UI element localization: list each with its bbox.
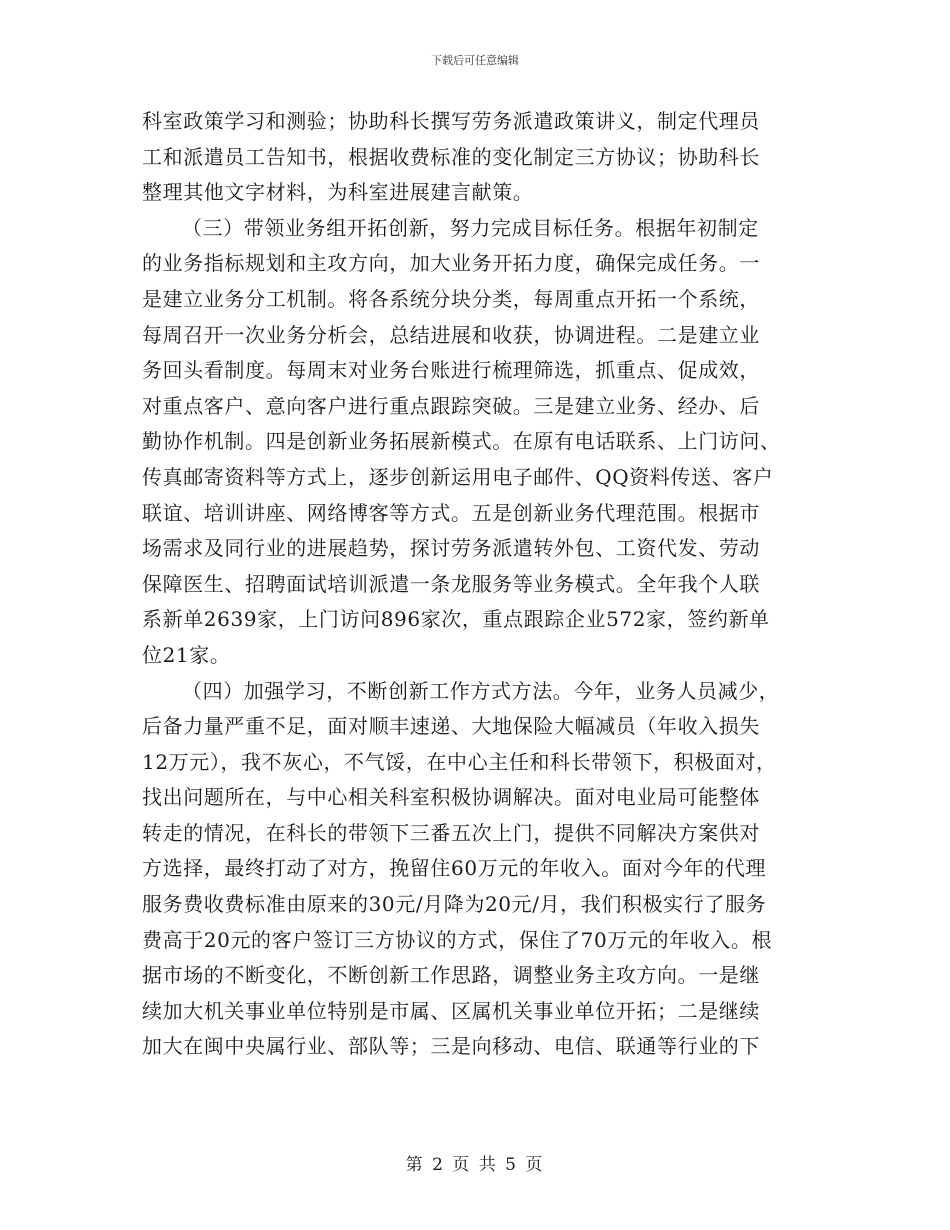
body-line: 工和派遣员工告知书，根据收费标准的变化制定三方协议；协助科长 xyxy=(142,144,760,169)
body-line: 科室政策学习和测验；协助科长撰写劳务派遣政策讲义，制定代理员 xyxy=(142,109,760,133)
body-line: 场需求及同行业的进展趋势，探讨劳务派遣转外包、工资代发、劳动 xyxy=(142,536,760,561)
body-line: 保障医生、招聘面试培训派遣一条龙服务等业务模式。全年我个人联 xyxy=(142,571,760,596)
body-line: 转走的情况，在科长的带领下三番五次上门，提供不同解决方案供对 xyxy=(142,820,760,845)
body-line: 对重点客户、意向客户进行重点跟踪突破。三是建立业务、经办、后 xyxy=(142,393,760,418)
body-line: 的业务指标规划和主攻方向，加大业务开拓力度，确保完成任务。一 xyxy=(142,251,760,276)
body-line: 方选择，最终打动了对方，挽留住60万元的年收入。面对今年的代理 xyxy=(142,856,767,881)
document-body xyxy=(142,104,810,1065)
body-line: 整理其他文字材料，为科室进展建言献策。 xyxy=(142,180,534,205)
body-line: 务回头看制度。每周末对业务台账进行梳理筛选，抓重点、促成效， xyxy=(142,358,760,383)
body-line: 服务费收费标准由原来的30元/月降为20元/月，我们积极实行了服务 xyxy=(142,892,767,917)
body-line: 费高于20元的客户签订三方协议的方式，保住了70万元的年收入。根 xyxy=(142,927,773,952)
body-line: 续加大机关事业单位特别是市属、区属机关事业单位开拓；二是继续 xyxy=(142,998,760,1023)
body-line: 位21家。 xyxy=(142,642,231,667)
body-line: 加大在闽中央属行业、部队等；三是向移动、电信、联通等行业的下 xyxy=(142,1034,760,1059)
body-line: 12万元），我不灰心，不气馁，在中心主任和科长带领下，积极面对， xyxy=(142,749,777,774)
page-header-note: 下载后可任意编辑 xyxy=(431,54,519,67)
body-line: 是建立业务分工机制。将各系统分块分类，每周重点开拓一个系统， xyxy=(142,286,760,311)
body-line: 据市场的不断变化，不断创新工作思路，调整业务主攻方向。一是继 xyxy=(142,963,760,988)
body-line: 联谊、培训讲座、网络博客等方式。五是创新业务代理范围。根据市 xyxy=(142,500,760,525)
page-number: 第 2 页 共 5 页 xyxy=(405,1155,545,1175)
body-line: 后备力量严重不足，面对顺丰速递、大地保险大幅减员（年收入损失 xyxy=(142,714,760,739)
body-line: 传真邮寄资料等方式上，逐步创新运用电子邮件、QQ资料传送、客户 xyxy=(142,464,774,489)
body-line: 系新单2639家，上门访问896家次，重点跟踪企业572家，签约新单 xyxy=(142,607,770,632)
body-line: 找出问题所在，与中心相关科室积极协调解决。面对电业局可能整体 xyxy=(142,785,760,810)
paragraph-start-line: （四）加强学习，不断创新工作方式方法。今年，业务人员减少， xyxy=(182,678,780,703)
body-line: 勤协作机制。四是创新业务拓展新模式。在原有电话联系、上门访问、 xyxy=(142,429,781,454)
body-line: 每周召开一次业务分析会，总结进展和收获，协调进程。二是建立业 xyxy=(142,322,760,347)
paragraph-start-line: （三）带领业务组开拓创新，努力完成目标任务。根据年初制定 xyxy=(182,215,759,240)
